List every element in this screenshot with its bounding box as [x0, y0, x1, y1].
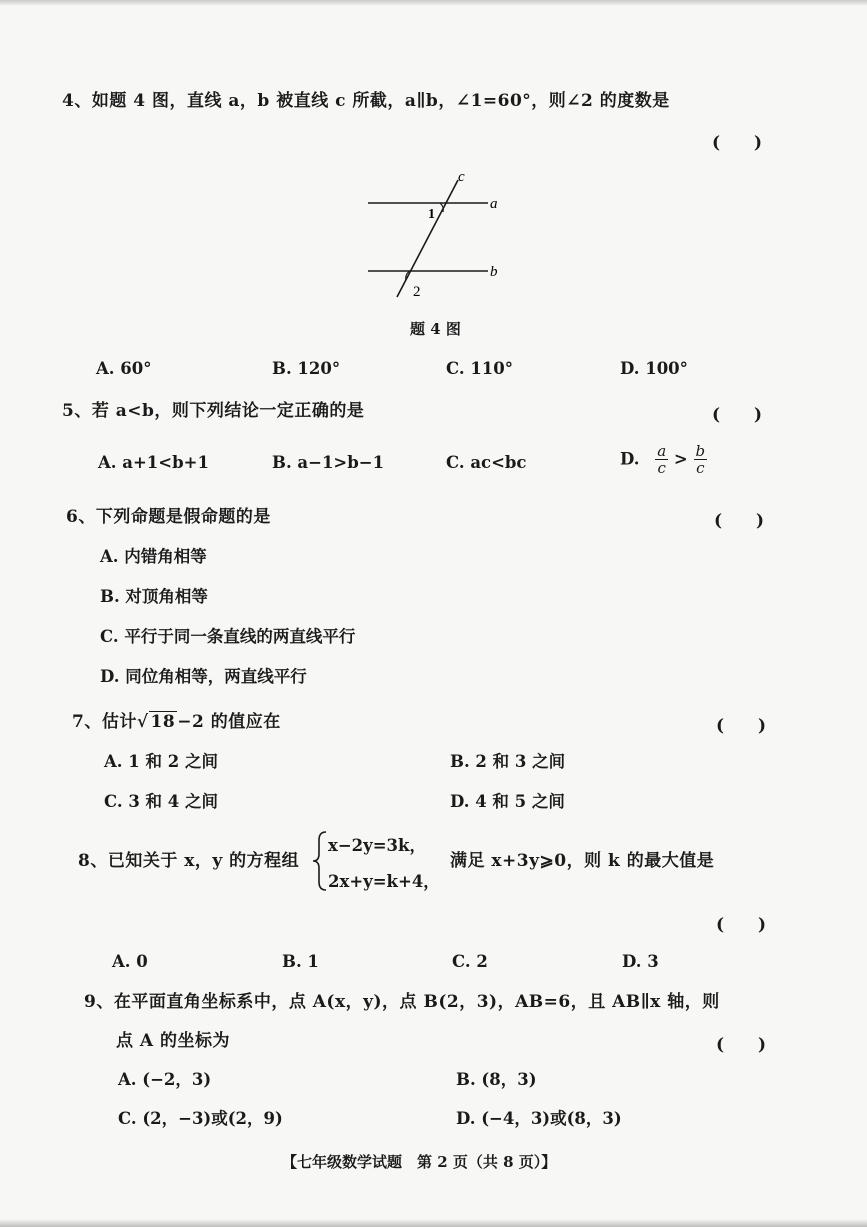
- question-7-answer-paren: ( ): [716, 716, 767, 736]
- greater-than-sign: >: [673, 449, 688, 469]
- question-6-option-b: B. 对顶角相等: [100, 587, 208, 606]
- question-5-option-a: A. a+1<b+1: [98, 453, 209, 472]
- question-5-option-d: [620, 443, 707, 476]
- question-4-option-a: A. 60°: [96, 359, 152, 378]
- fraction-denominator: c: [657, 459, 666, 477]
- question-8-stem-prefix: 8、已知关于 x，y 的方程组: [78, 851, 300, 871]
- label-b: b: [490, 264, 498, 280]
- question-8-option-b: B. 1: [282, 952, 319, 971]
- question-7-option-a: A. 1 和 2 之间: [104, 752, 218, 771]
- question-6-option-d: D. 同位角相等，两直线平行: [100, 667, 307, 686]
- page-bottom-edge: [0, 1219, 867, 1227]
- question-6-option-c: C. 平行于同一条直线的两直线平行: [100, 627, 356, 646]
- fraction-numerator: a: [657, 442, 667, 460]
- label-a: a: [490, 196, 498, 212]
- fraction-a-over-c: [655, 443, 668, 476]
- radicand: 18: [150, 712, 176, 732]
- square-root: √ 18: [136, 712, 176, 732]
- question-4-option-c: C. 110°: [446, 359, 514, 378]
- question-4-option-b: B. 120°: [272, 359, 341, 378]
- question-9-option-d: D. (−4，3)或(8，3): [456, 1109, 622, 1128]
- question-7-stem: [72, 711, 281, 733]
- question-9-option-c: C. (2，−3)或(2，9): [118, 1109, 283, 1128]
- question-8-option-d: D. 3: [622, 952, 659, 971]
- question-4-answer-paren: ( ): [712, 133, 763, 153]
- page-top-edge: [0, 0, 867, 6]
- question-5-option-c: C. ac<bc: [446, 453, 527, 472]
- label-c: c: [458, 169, 465, 185]
- question-7-option-c: C. 3 和 4 之间: [104, 792, 219, 811]
- page-footer: 【七年级数学试题 第 2 页（共 8 页）】: [282, 1153, 557, 1171]
- system-brace: [312, 830, 328, 892]
- fraction-denominator: c: [696, 459, 705, 477]
- figure-4-caption: 题 4 图: [410, 320, 461, 338]
- question-9-stem-line-1: 9、在平面直角坐标系中，点 A(x，y)，点 B(2，3)，AB=6，且 AB∥x 轴，则: [84, 992, 720, 1012]
- question-4-stem: 4、如题 4 图，直线 a，b 被直线 c 所截，a∥b，∠1=60°，则∠2 的度数是: [62, 91, 670, 111]
- question-5-option-b: B. a−1>b−1: [272, 453, 385, 472]
- question-9-answer-paren: ( ): [716, 1035, 767, 1055]
- question-5-stem: 5、若 a<b，则下列结论一定正确的是: [62, 401, 365, 421]
- question-8-option-c: C. 2: [452, 952, 488, 971]
- label-2: 2: [413, 284, 421, 300]
- fraction-numerator: b: [695, 442, 706, 460]
- question-6-stem: 6、下列命题是假命题的是: [66, 507, 271, 527]
- label-1: 1: [428, 207, 435, 222]
- question-9-option-b: B. (8，3): [456, 1070, 537, 1089]
- question-6-answer-paren: ( ): [714, 511, 765, 531]
- question-8-answer-paren: ( ): [716, 915, 767, 935]
- question-5-answer-paren: ( ): [712, 405, 763, 425]
- question-6-option-a: A. 内错角相等: [100, 547, 207, 566]
- question-9-stem-line-2: 点 A 的坐标为: [116, 1031, 231, 1051]
- question-7-option-d: D. 4 和 5 之间: [450, 792, 565, 811]
- question-4-option-d: D. 100°: [620, 359, 688, 378]
- question-8-stem-suffix: 满足 x+3y⩾0，则 k 的最大值是: [450, 851, 715, 871]
- question-7-stem-suffix: −2 的值应在: [177, 712, 281, 732]
- fraction-b-over-c: [694, 443, 708, 476]
- question-4-figure: [360, 168, 510, 303]
- question-9-option-a: A. (−2，3): [118, 1070, 212, 1089]
- equation-1: x−2y=3k，: [328, 836, 426, 855]
- option-d-label: D.: [620, 449, 640, 469]
- question-8-option-a: A. 0: [112, 952, 148, 971]
- equation-2: 2x+y=k+4，: [328, 872, 440, 891]
- question-7-option-b: B. 2 和 3 之间: [450, 752, 566, 771]
- question-7-stem-prefix: 7、估计: [72, 712, 137, 732]
